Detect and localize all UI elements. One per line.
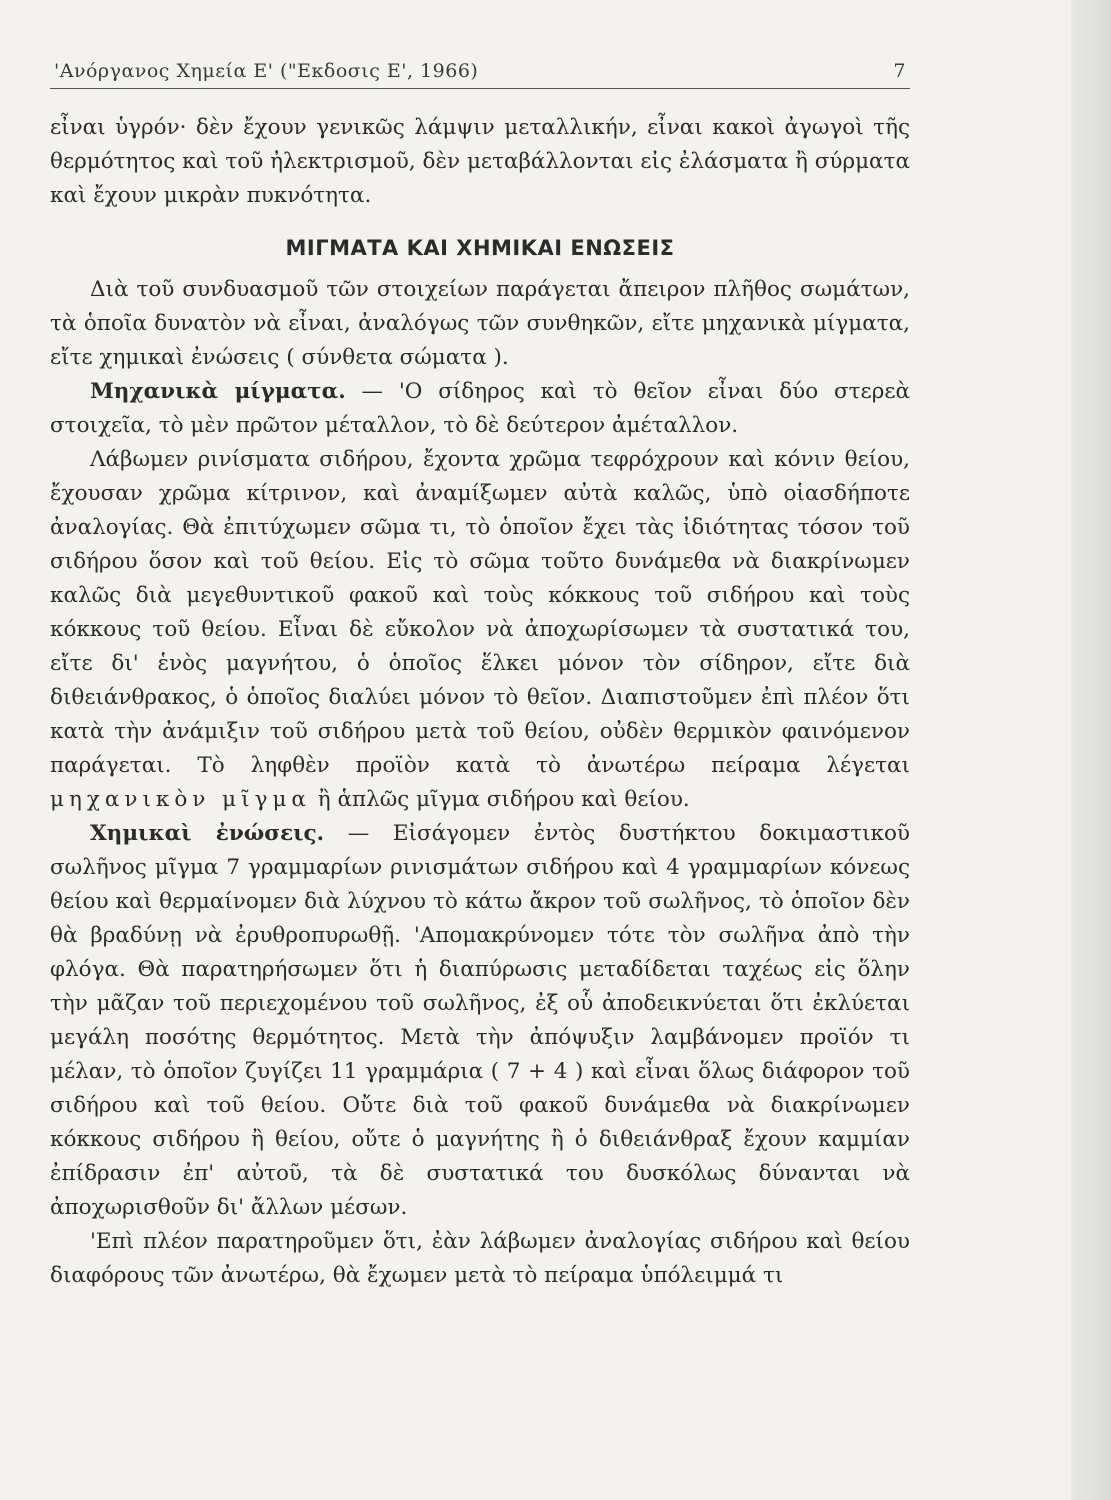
runin-heading-compounds: Χημικαὶ ἐνώσεις. bbox=[90, 821, 325, 846]
paragraph-text: ἢ ἁπλῶς μῖγμα σιδήρου καὶ θείου. bbox=[310, 787, 690, 812]
book-page bbox=[50, 60, 910, 1293]
paragraph-mechanical-mixtures bbox=[50, 375, 910, 443]
paragraph-proportions: 'Επὶ πλέον παρατηροῦμεν ὅτι, ἐὰν λάβωμεν ἀναλογίας σιδήρου καὶ θείου διαφόρους τῶν ἀνωτέρω, θὰ ἔχωμεν μετὰ τὸ πείραμα ὑπόλειμμά τι bbox=[50, 1229, 910, 1288]
running-title: 'Ανόργανος Χημεία Ε' ("Εκδοσις Ε', 1966) bbox=[54, 60, 479, 82]
paragraph-intro: Διὰ τοῦ συνδυασμοῦ τῶν στοιχείων παράγεται ἄπειρον πλῆθος σωμάτων, τὰ ὁποῖα δυνατὸν νὰ εἶναι, ἀναλόγως τῶν συνθηκῶν, εἴτε μηχανικὰ μίγματα, εἴτε χημικαὶ ἐνώσεις ( σύνθετα σώματα ). bbox=[50, 277, 910, 370]
book-spine-edge bbox=[1071, 0, 1111, 1500]
paragraph-continuation: εἶναι ὑγρόν· δὲν ἔχουν γενικῶς λάμψιν μεταλλικήν, εἶναι κακοὶ ἀγωγοὶ τῆς θερμότητος καὶ τοῦ ἠλεκτρισμοῦ, δὲν μεταβάλλονται εἰς ἐλάσματα ἢ σύρματα καὶ ἔχουν μικρὰν πυκνότητα. bbox=[50, 115, 910, 208]
paragraph-text: — Εἰσάγομεν ἐντὸς δυστήκτου δοκιμαστικοῦ σωλῆνος μῖγμα 7 γραμμαρίων ρινισμάτων σιδήρου καὶ 4 γραμμαρίων κόνεως θείου καὶ θερμαίνομεν διὰ λύχνου τὸ κάτω ἄκρον τοῦ σωλῆνος, τὸ ὁποῖον δὲν θὰ βραδύνῃ νὰ ἐρυθροπυρωθῇ. 'Απομακρύνομεν τότε τὸν σωλῆνα ἀπὸ τὴν φλόγα. Θὰ παρατηρήσωμεν ὅτι ἡ διαπύρωσις μεταδίδεται ταχέως εἰς ὅλην τὴν μᾶζαν τοῦ περιεχομένου τοῦ σωλῆνος, ἐξ οὗ ἀποδεικνύεται ὅτι ἐκλύεται μεγάλη ποσότης θερμότητος. Μετὰ τὴν ἀπόψυξιν λαμβάνομεν προϊόν τι μέλαν, τὸ ὁποῖον ζυγίζει 11 γραμμάρια ( 7 + 4 ) καὶ εἶναι ὅλως διάφορον τοῦ σιδήρου καὶ τοῦ θείου. Οὔτε διὰ τοῦ φακοῦ δυνάμεθα νὰ διακρίνωμεν κόκκους σιδήρου ἢ θείου, οὔτε ὁ μαγνήτης ἢ ὁ διθειάνθραξ ἔχουν καμμίαν ἐπίδρασιν ἐπ' αὐτοῦ, τὰ δὲ συστατικά του δυσκόλως δύνανται νὰ ἀποχωρισθοῦν δι' ἄλλων μέσων. bbox=[50, 821, 910, 1220]
paragraph-chemical-compounds bbox=[50, 817, 910, 1225]
paragraph-experiment-mixture bbox=[50, 443, 910, 817]
running-header bbox=[50, 60, 910, 89]
runin-heading-mixtures: Μηχανικὰ μίγματα. bbox=[90, 379, 346, 404]
page-body bbox=[50, 111, 910, 1293]
spaced-term: μηχανικὸν μῖγμα bbox=[50, 787, 311, 812]
paragraph-text: Λάβωμεν ρινίσματα σιδήρου, ἔχοντα χρῶμα τεφρόχρουν καὶ κόνιν θείου, ἔχουσαν χρῶμα κίτρινον, καὶ ἀναμίξωμεν αὐτὰ καλῶς, ὑπὸ οἱασδήποτε ἀναλογίας. Θὰ ἐπιτύχωμεν σῶμα τι, τὸ ὁποῖον ἔχει τὰς ἰδιότητας τόσον τοῦ σιδήρου ὅσον καὶ τοῦ θείου. Εἰς τὸ σῶμα τοῦτο δυνάμεθα νὰ διακρίνωμεν καλῶς διὰ μεγεθυντικοῦ φακοῦ καὶ τοὺς κόκκους τοῦ σιδήρου καὶ τοὺς κόκκους τοῦ θείου. Εἶναι δὲ εὔκολον νὰ ἀποχωρίσωμεν τὰ συστατικά του, εἴτε δι' ἑνὸς μαγνήτου, ὁ ὁποῖος ἕλκει μόνον τὸν σίδηρον, εἴτε διὰ διθειάνθρακος, ὁ ὁποῖος διαλύει μόνον τὸ θεῖον. Διαπιστοῦμεν ἐπὶ πλέον ὅτι κατὰ τὴν ἀνάμιξιν τοῦ σιδήρου μετὰ τοῦ θείου, οὐδὲν θερμικὸν φαινόμενον παράγεται. Τὸ ληφθὲν προϊὸν κατὰ τὸ ἀνωτέρω πείραμα λέγεται bbox=[50, 447, 910, 778]
paragraph-text: — 'Ο σίδηρος καὶ τὸ θεῖον εἶναι δύο στερεὰ στοιχεῖα, τὸ μὲν πρῶτον μέταλλον, τὸ δὲ δεύτερον ἀμέταλλον. bbox=[50, 379, 910, 438]
section-heading: ΜΙΓΜΑΤΑ ΚΑΙ ΧΗΜΙΚΑΙ ΕΝΩΣΕΙΣ bbox=[285, 236, 675, 260]
page-number: 7 bbox=[893, 60, 906, 82]
